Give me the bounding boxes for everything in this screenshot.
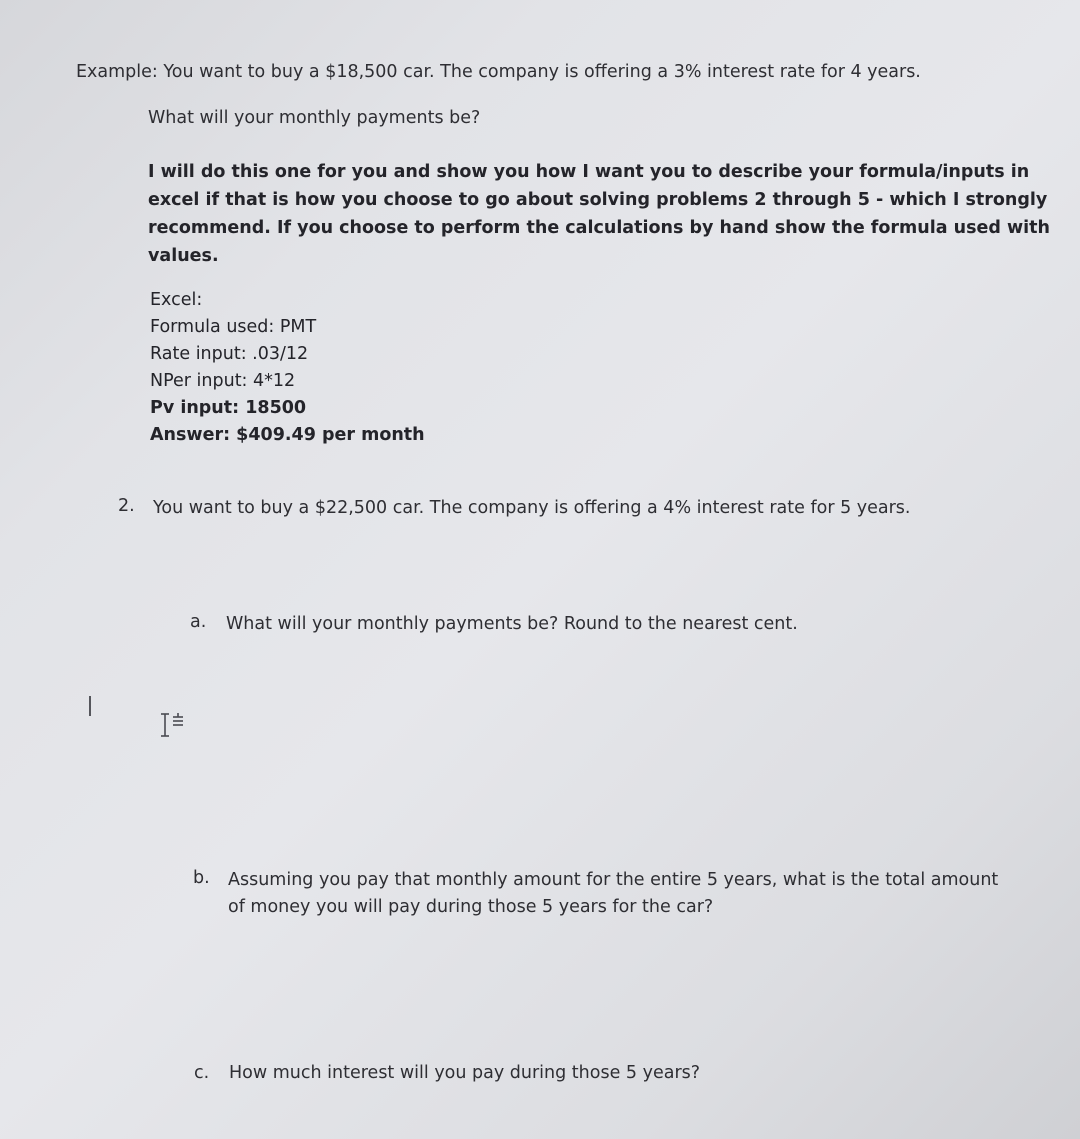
instructions-paragraph (148, 158, 1051, 270)
problem-number: 2. (118, 496, 135, 516)
excel-pv: Pv input: 18500 (150, 398, 307, 418)
part-b-line1: Assuming you pay that monthly amount for the entire 5 years, what is the total amount (228, 870, 999, 890)
part-a-text: What will your monthly payments be? Round to the nearest cent. (226, 614, 798, 634)
instructions-line: I will do this one for you and show you how I want you to describe your formula/inputs in (148, 162, 1030, 182)
excel-heading: Excel: (150, 290, 203, 310)
instructions-line: excel if that is how you choose to go about solving problems 2 through 5 - which I strongly (148, 190, 1048, 210)
excel-formula: Formula used: PMT (150, 317, 317, 337)
instructions-line: values. (148, 246, 219, 266)
problem-text: You want to buy a $22,500 car. The company is offering a 4% interest rate for 5 years. (153, 498, 911, 518)
part-b-letter: b. (193, 868, 210, 888)
text-cursor (89, 696, 91, 716)
example-line: Example: You want to buy a $18,500 car. The company is offering a 3% interest rate for 4 years. (76, 62, 921, 82)
excel-nper: NPer input: 4*12 (150, 371, 296, 391)
part-b-line2: of money you will pay during those 5 years for the car? (228, 897, 714, 917)
part-c-letter: c. (194, 1063, 210, 1083)
instructions-line: recommend. If you choose to perform the calculations by hand show the formula used with (148, 218, 1051, 238)
part-c-text: How much interest will you pay during those 5 years? (229, 1063, 701, 1083)
excel-block (150, 287, 425, 449)
excel-answer: Answer: $409.49 per month (150, 425, 425, 445)
ibeam-cursor-icon (157, 712, 205, 738)
excel-rate: Rate input: .03/12 (150, 344, 309, 364)
example-question: What will your monthly payments be? (148, 108, 481, 128)
part-a-letter: a. (190, 612, 207, 632)
